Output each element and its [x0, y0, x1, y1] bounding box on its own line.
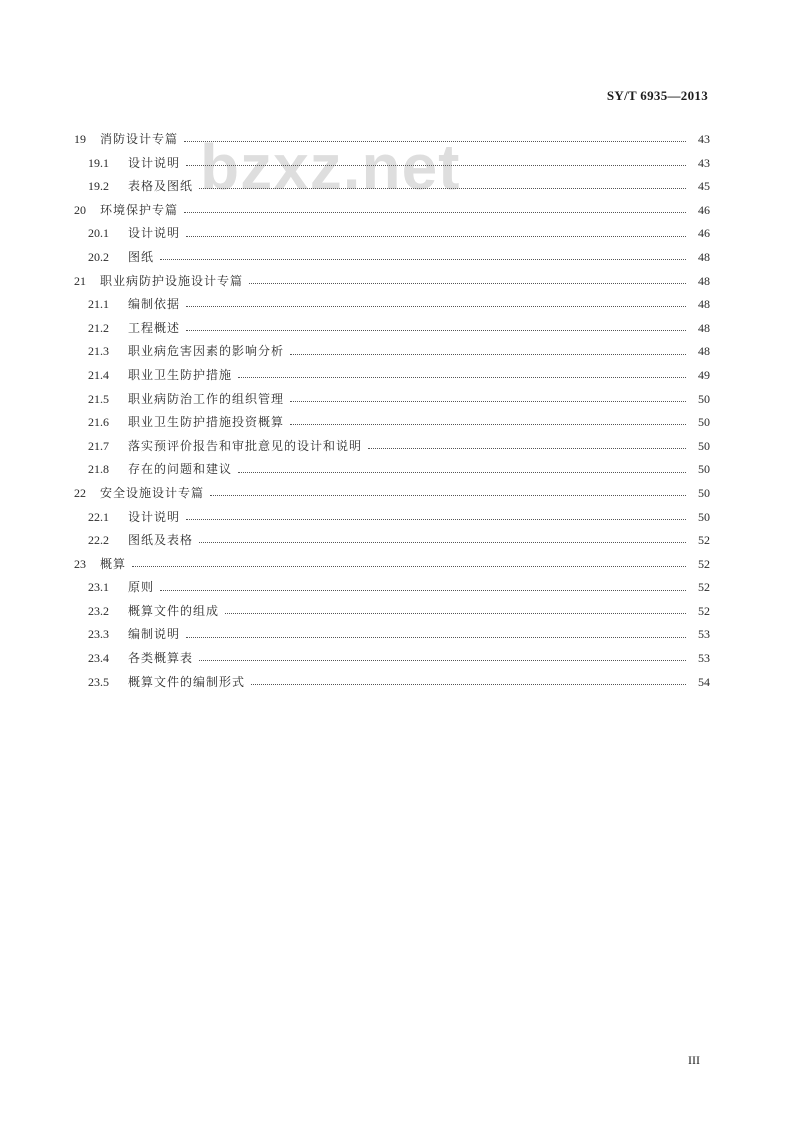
toc-entry-page: 50 — [698, 415, 710, 430]
toc-entry-number: 23.3 — [88, 627, 109, 642]
toc-section-entry[interactable] — [74, 458, 710, 482]
toc-entry-page: 43 — [698, 155, 710, 170]
standard-code: SY/T 6935—2013 — [606, 88, 708, 103]
toc-chapter-entry[interactable] — [74, 553, 710, 577]
toc-chapter-entry[interactable] — [74, 482, 710, 506]
toc-entry-page: 48 — [698, 320, 710, 335]
toc-entry-page: 50 — [698, 391, 710, 406]
toc-entry-title: 职业病防护设施设计专篇 — [100, 273, 244, 288]
toc-dot-leader — [160, 259, 686, 260]
toc-entry-page: 52 — [698, 603, 710, 618]
toc-section-entry[interactable] — [74, 222, 710, 246]
toc-chapter-entry[interactable] — [74, 199, 710, 223]
toc-section-entry[interactable] — [74, 435, 710, 459]
toc-dot-leader — [186, 165, 686, 166]
toc-section-entry[interactable] — [74, 364, 710, 388]
toc-entry-number: 20.1 — [88, 226, 109, 241]
toc-entry-title: 消防设计专篇 — [100, 132, 179, 146]
toc-dot-leader — [186, 519, 686, 520]
toc-chapter-entry[interactable] — [74, 270, 710, 294]
toc-section-entry[interactable] — [74, 293, 710, 317]
toc-entry-title: 各类概算表 — [128, 651, 194, 666]
toc-entry-page: 53 — [698, 627, 710, 642]
toc-dot-leader — [249, 283, 686, 284]
toc-entry-number: 21.1 — [88, 297, 109, 312]
toc-entry-number: 21.3 — [88, 344, 109, 359]
toc-entry-number: 20.2 — [88, 249, 109, 264]
toc-section-entry[interactable] — [74, 529, 710, 553]
toc-dot-leader — [186, 330, 686, 331]
toc-entry-title: 设计说明 — [128, 155, 181, 170]
toc-entry-number: 22.2 — [88, 533, 109, 548]
toc-dot-leader — [290, 401, 686, 402]
toc-entry-number: 21.8 — [88, 462, 109, 477]
toc-entry-number: 23 — [74, 556, 86, 571]
toc-entry-number: 19.2 — [88, 179, 109, 194]
toc-entry-title: 职业卫生防护措施投资概算 — [128, 415, 285, 430]
toc-dot-leader — [132, 566, 686, 567]
toc-entry-number: 19 — [74, 132, 86, 146]
toc-entry-page: 53 — [698, 651, 710, 666]
toc-entry-page: 52 — [698, 580, 710, 595]
toc-section-entry[interactable] — [74, 623, 710, 647]
toc-section-entry[interactable] — [74, 340, 710, 364]
toc-dot-leader — [160, 590, 686, 591]
toc-dot-leader — [238, 472, 686, 473]
toc-entry-title: 图纸 — [128, 249, 155, 264]
toc-entry-number: 23.1 — [88, 580, 109, 595]
toc-entry-page: 46 — [698, 226, 710, 241]
toc-entry-number: 20 — [74, 202, 86, 217]
toc-entry-number: 21.7 — [88, 438, 109, 453]
toc-entry-page: 48 — [698, 273, 710, 288]
toc-entry-title: 编制依据 — [128, 297, 181, 312]
toc-dot-leader — [290, 424, 686, 425]
toc-entry-number: 22 — [74, 485, 86, 500]
toc-dot-leader — [238, 377, 686, 378]
toc-entry-title: 概算文件的组成 — [128, 603, 220, 618]
toc-section-entry[interactable] — [74, 647, 710, 671]
toc-entry-page: 52 — [698, 556, 710, 571]
toc-section-entry[interactable] — [74, 317, 710, 341]
toc-entry-title: 设计说明 — [128, 509, 181, 524]
toc-entry-number: 22.1 — [88, 509, 109, 524]
toc-entry-page: 50 — [698, 462, 710, 477]
toc-entry-number: 21 — [74, 273, 86, 288]
toc-entry-title: 概算文件的编制形式 — [128, 674, 246, 689]
watermark: bzxz.net — [200, 131, 461, 203]
toc-section-entry[interactable] — [74, 576, 710, 600]
toc-entry-page: 50 — [698, 485, 710, 500]
toc-entry-title: 概算 — [100, 556, 127, 571]
toc-entry-page: 48 — [698, 249, 710, 264]
toc-dot-leader — [199, 542, 686, 543]
toc-entry-title: 工程概述 — [128, 320, 181, 335]
toc-entry-number: 21.5 — [88, 391, 109, 406]
toc-entry-number: 21.6 — [88, 415, 109, 430]
toc-dot-leader — [199, 660, 686, 661]
toc-entry-page: 50 — [698, 509, 710, 524]
toc-entry-page: 46 — [698, 202, 710, 217]
toc-entry-page: 49 — [698, 367, 710, 382]
toc-dot-leader — [225, 613, 686, 614]
toc-entry-page: 48 — [698, 297, 710, 312]
toc-entry-title: 存在的问题和建议 — [128, 462, 233, 477]
toc-entry-title: 设计说明 — [128, 226, 181, 241]
toc-entry-title: 图纸及表格 — [128, 533, 194, 548]
toc-entry-title: 落实预评价报告和审批意见的设计和说明 — [128, 438, 363, 453]
toc-dot-leader — [251, 684, 686, 685]
toc-entry-number: 21.4 — [88, 367, 109, 382]
toc-entry-page: 43 — [698, 132, 710, 146]
toc-section-entry[interactable] — [74, 246, 710, 270]
toc-section-entry[interactable] — [74, 175, 710, 199]
toc-section-entry[interactable] — [74, 671, 710, 695]
toc-entry-title: 表格及图纸 — [128, 179, 194, 194]
page-number: III — [688, 1053, 700, 1067]
toc-dot-leader — [186, 637, 686, 638]
toc-section-entry[interactable] — [74, 411, 710, 435]
toc-entry-title: 职业卫生防护措施 — [128, 367, 233, 382]
toc-entry-number: 19.1 — [88, 155, 109, 170]
toc-entry-number: 23.5 — [88, 674, 109, 689]
toc-entry-page: 48 — [698, 344, 710, 359]
table-of-contents — [74, 128, 710, 694]
toc-dot-leader — [184, 212, 686, 213]
toc-entry-title: 编制说明 — [128, 627, 181, 642]
toc-dot-leader — [184, 141, 686, 142]
toc-section-entry[interactable] — [74, 600, 710, 624]
toc-dot-leader — [199, 188, 686, 189]
toc-entry-title: 原则 — [128, 580, 155, 595]
toc-entry-page: 45 — [698, 179, 710, 194]
toc-section-entry[interactable] — [74, 506, 710, 530]
toc-dot-leader — [186, 236, 686, 237]
toc-dot-leader — [210, 495, 686, 496]
toc-entry-page: 54 — [698, 674, 710, 689]
toc-entry-number: 23.2 — [88, 603, 109, 618]
toc-entry-page: 52 — [698, 533, 710, 548]
toc-section-entry[interactable] — [74, 152, 710, 176]
toc-entry-title: 环境保护专篇 — [100, 202, 179, 217]
toc-section-entry[interactable] — [74, 388, 710, 412]
toc-entry-title: 职业病危害因素的影响分析 — [128, 344, 285, 359]
toc-dot-leader — [368, 448, 686, 449]
toc-entry-title: 安全设施设计专篇 — [100, 485, 205, 500]
toc-entry-title: 职业病防治工作的组织管理 — [128, 391, 285, 406]
toc-dot-leader — [290, 354, 686, 355]
toc-dot-leader — [186, 306, 686, 307]
toc-entry-page: 50 — [698, 438, 710, 453]
toc-entry-number: 23.4 — [88, 651, 109, 666]
toc-chapter-entry[interactable] — [74, 128, 710, 152]
toc-entry-number: 21.2 — [88, 320, 109, 335]
